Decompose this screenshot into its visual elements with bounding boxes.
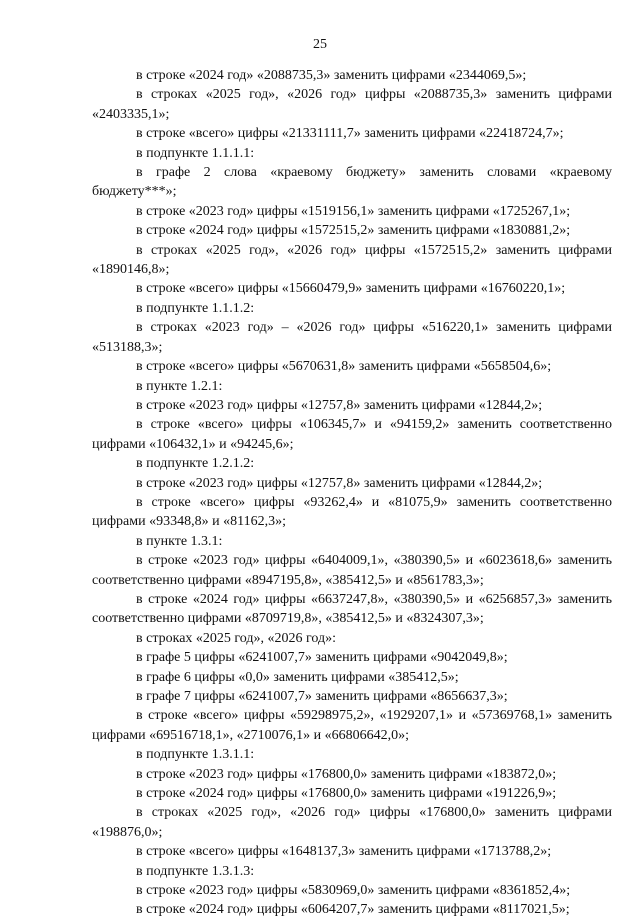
paragraph: в строках «2025 год», «2026 год» цифры «1572515,2» заменить цифрами «1890146,8»;: [92, 242, 612, 278]
paragraph: в пункте 1.2.1:: [136, 378, 223, 394]
paragraph: в подпункте 1.1.1.1:: [136, 145, 255, 161]
paragraph: в подпункте 1.3.1.1:: [136, 747, 255, 763]
paragraph: в строке «2024 год» цифры «6637247,8», «380390,5» и «6256857,3» заменить соответственно цифрами «8709719,8», «385412,5» и «8324307,3»;: [92, 591, 612, 627]
paragraph: в строках «2025 год», «2026 год»:: [136, 630, 337, 646]
paragraph: в строке «всего» цифры «15660479,9» заменить цифрами «16760220,1»;: [136, 281, 566, 297]
paragraph: в строке «всего» цифры «59298975,2», «1929207,1» и «57369768,1» заменить цифрами «69516718,1», «2710076,1» и «66806642,0»;: [92, 708, 612, 743]
paragraph: в строке «2023 год» цифры «12757,8» заменить цифрами «12844,2»;: [136, 475, 543, 491]
paragraph: в строке «всего» цифры «1648137,3» заменить цифрами «1713788,2»;: [136, 844, 552, 860]
paragraph: в строке «2024 год» цифры «6064207,7» заменить цифрами «8117021,5»;: [136, 902, 570, 918]
paragraph: в пункте 1.3.1:: [136, 533, 223, 549]
paragraph: в строке «2024 год» цифры «1572515,2» заменить цифрами «1830881,2»;: [136, 223, 571, 239]
paragraph: в графе 7 цифры «6241007,7» заменить цифрами «8656637,3»;: [136, 689, 508, 704]
paragraph: в строке «2023 год» цифры «1519156,1» заменить цифрами «1725267,1»;: [136, 203, 571, 219]
paragraph: в строке «всего» цифры «21331111,7» заменить цифрами «22418724,7»;: [136, 126, 564, 142]
paragraph: в строках «2025 год», «2026 год» цифры «176800,0» заменить цифрами «198876,0»;: [92, 805, 612, 840]
paragraph: в графе 5 цифры «6241007,7» заменить цифрами «9042049,8»;: [136, 650, 508, 666]
paragraph: в строках «2023 год» – «2026 год» цифры «516220,1» заменить цифрами «513188,3»;: [92, 320, 612, 355]
page-number: 25: [313, 37, 327, 52]
paragraph: в строке «2023 год» цифры «12757,8» заменить цифрами «12844,2»;: [136, 397, 543, 413]
paragraph: в строках «2025 год», «2026 год» цифры «2088735,3» заменить цифрами «2403335,1»;: [92, 87, 612, 122]
paragraph: в строке «всего» цифры «5670631,8» заменить цифрами «5658504,6»;: [136, 359, 552, 375]
paragraph: в строке «всего» цифры «106345,7» и «94159,2» заменить соответственно цифрами «106432,1» и «94245,6»;: [92, 417, 612, 452]
paragraph: в подпункте 1.1.1.2:: [136, 300, 255, 316]
document-body: [92, 66, 612, 920]
paragraph: в строке «2024 год» цифры «176800,0» заменить цифрами «191226,9»;: [136, 786, 557, 802]
paragraph: в графе 2 слова «краевому бюджету» заменить словами «краевому бюджету***»;: [92, 165, 612, 200]
paragraph: в строке «2024 год» «2088735,3» заменить цифрами «2344069,5»;: [136, 68, 527, 83]
paragraph: в подпункте 1.2.1.2:: [136, 456, 255, 472]
paragraph: в графе 6 цифры «0,0» заменить цифрами «385412,5»;: [136, 669, 459, 685]
paragraph: в строке «2023 год» цифры «176800,0» заменить цифрами «183872,0»;: [136, 766, 557, 782]
paragraph: в подпункте 1.3.1.3:: [136, 863, 255, 879]
paragraph: в строке «2023 год» цифры «6404009,1», «380390,5» и «6023618,6» заменить соответственно цифрами «8947195,8», «385412,5» и «8561783,3»;: [92, 553, 612, 588]
paragraph: в строке «всего» цифры «93262,4» и «81075,9» заменить соответственно цифрами «93348,8» и «81162,3»;: [92, 494, 612, 530]
paragraph: в строке «2023 год» цифры «5830969,0» заменить цифрами «8361852,4»;: [136, 883, 571, 899]
